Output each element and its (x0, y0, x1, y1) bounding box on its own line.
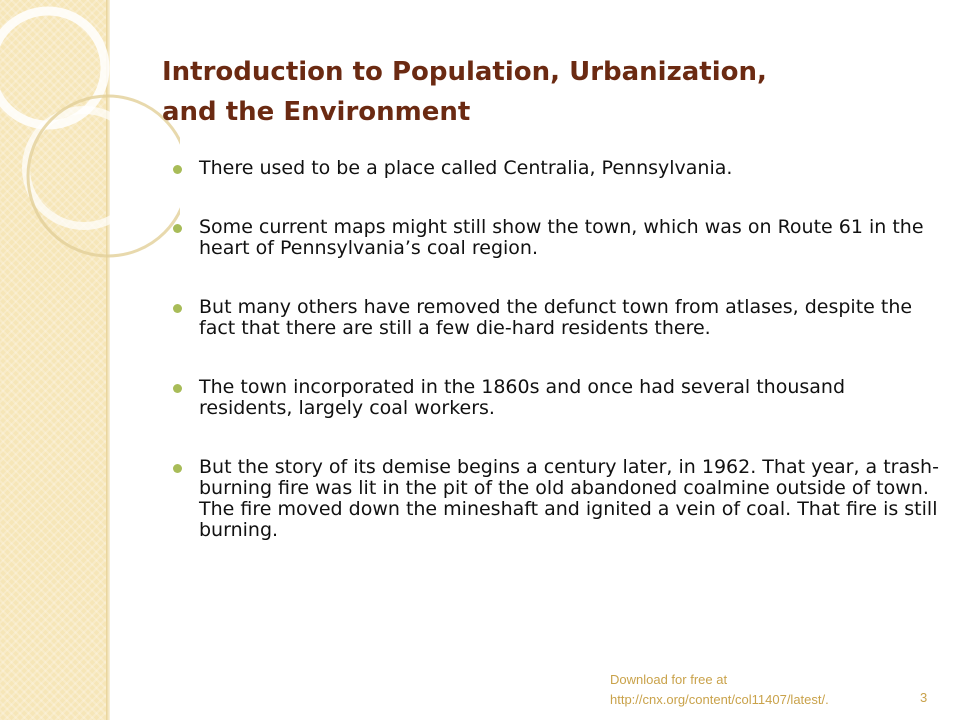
bullet-item: Some current maps might still show the town, which was on Route 61 in the heart of Pennsylvania’s coal region. (172, 217, 942, 259)
decorative-ring-bottom (28, 96, 180, 256)
footer-line-1: Download for free at (610, 672, 728, 687)
slide-title-line-2: and the Environment (162, 97, 471, 127)
slide-title (162, 52, 922, 132)
slide-title-line-1: Introduction to Population, Urbanization, (162, 57, 767, 87)
bullet-item: But the story of its demise begins a century later, in 1962. That year, a trash-burning fire was lit in the pit of the old abandoned coalmine outside of town. The fire moved down the mineshaft and ignited a vein of coal. That fire is still burning. (172, 457, 942, 541)
bullet-list (172, 158, 942, 541)
page-number: 3 (920, 690, 928, 705)
bullet-item: The town incorporated in the 1860s and once had several thousand residents, largely coal workers. (172, 377, 942, 419)
bullet-item: There used to be a place called Centralia, Pennsylvania. (172, 158, 942, 179)
bullet-item: But many others have removed the defunct town from atlases, despite the fact that there are still a few die-hard residents there. (172, 297, 942, 339)
footer-source (610, 670, 910, 710)
footer-link[interactable]: http://cnx.org/content/col11407/latest/. (610, 692, 829, 707)
decorative-rings (0, 0, 180, 320)
